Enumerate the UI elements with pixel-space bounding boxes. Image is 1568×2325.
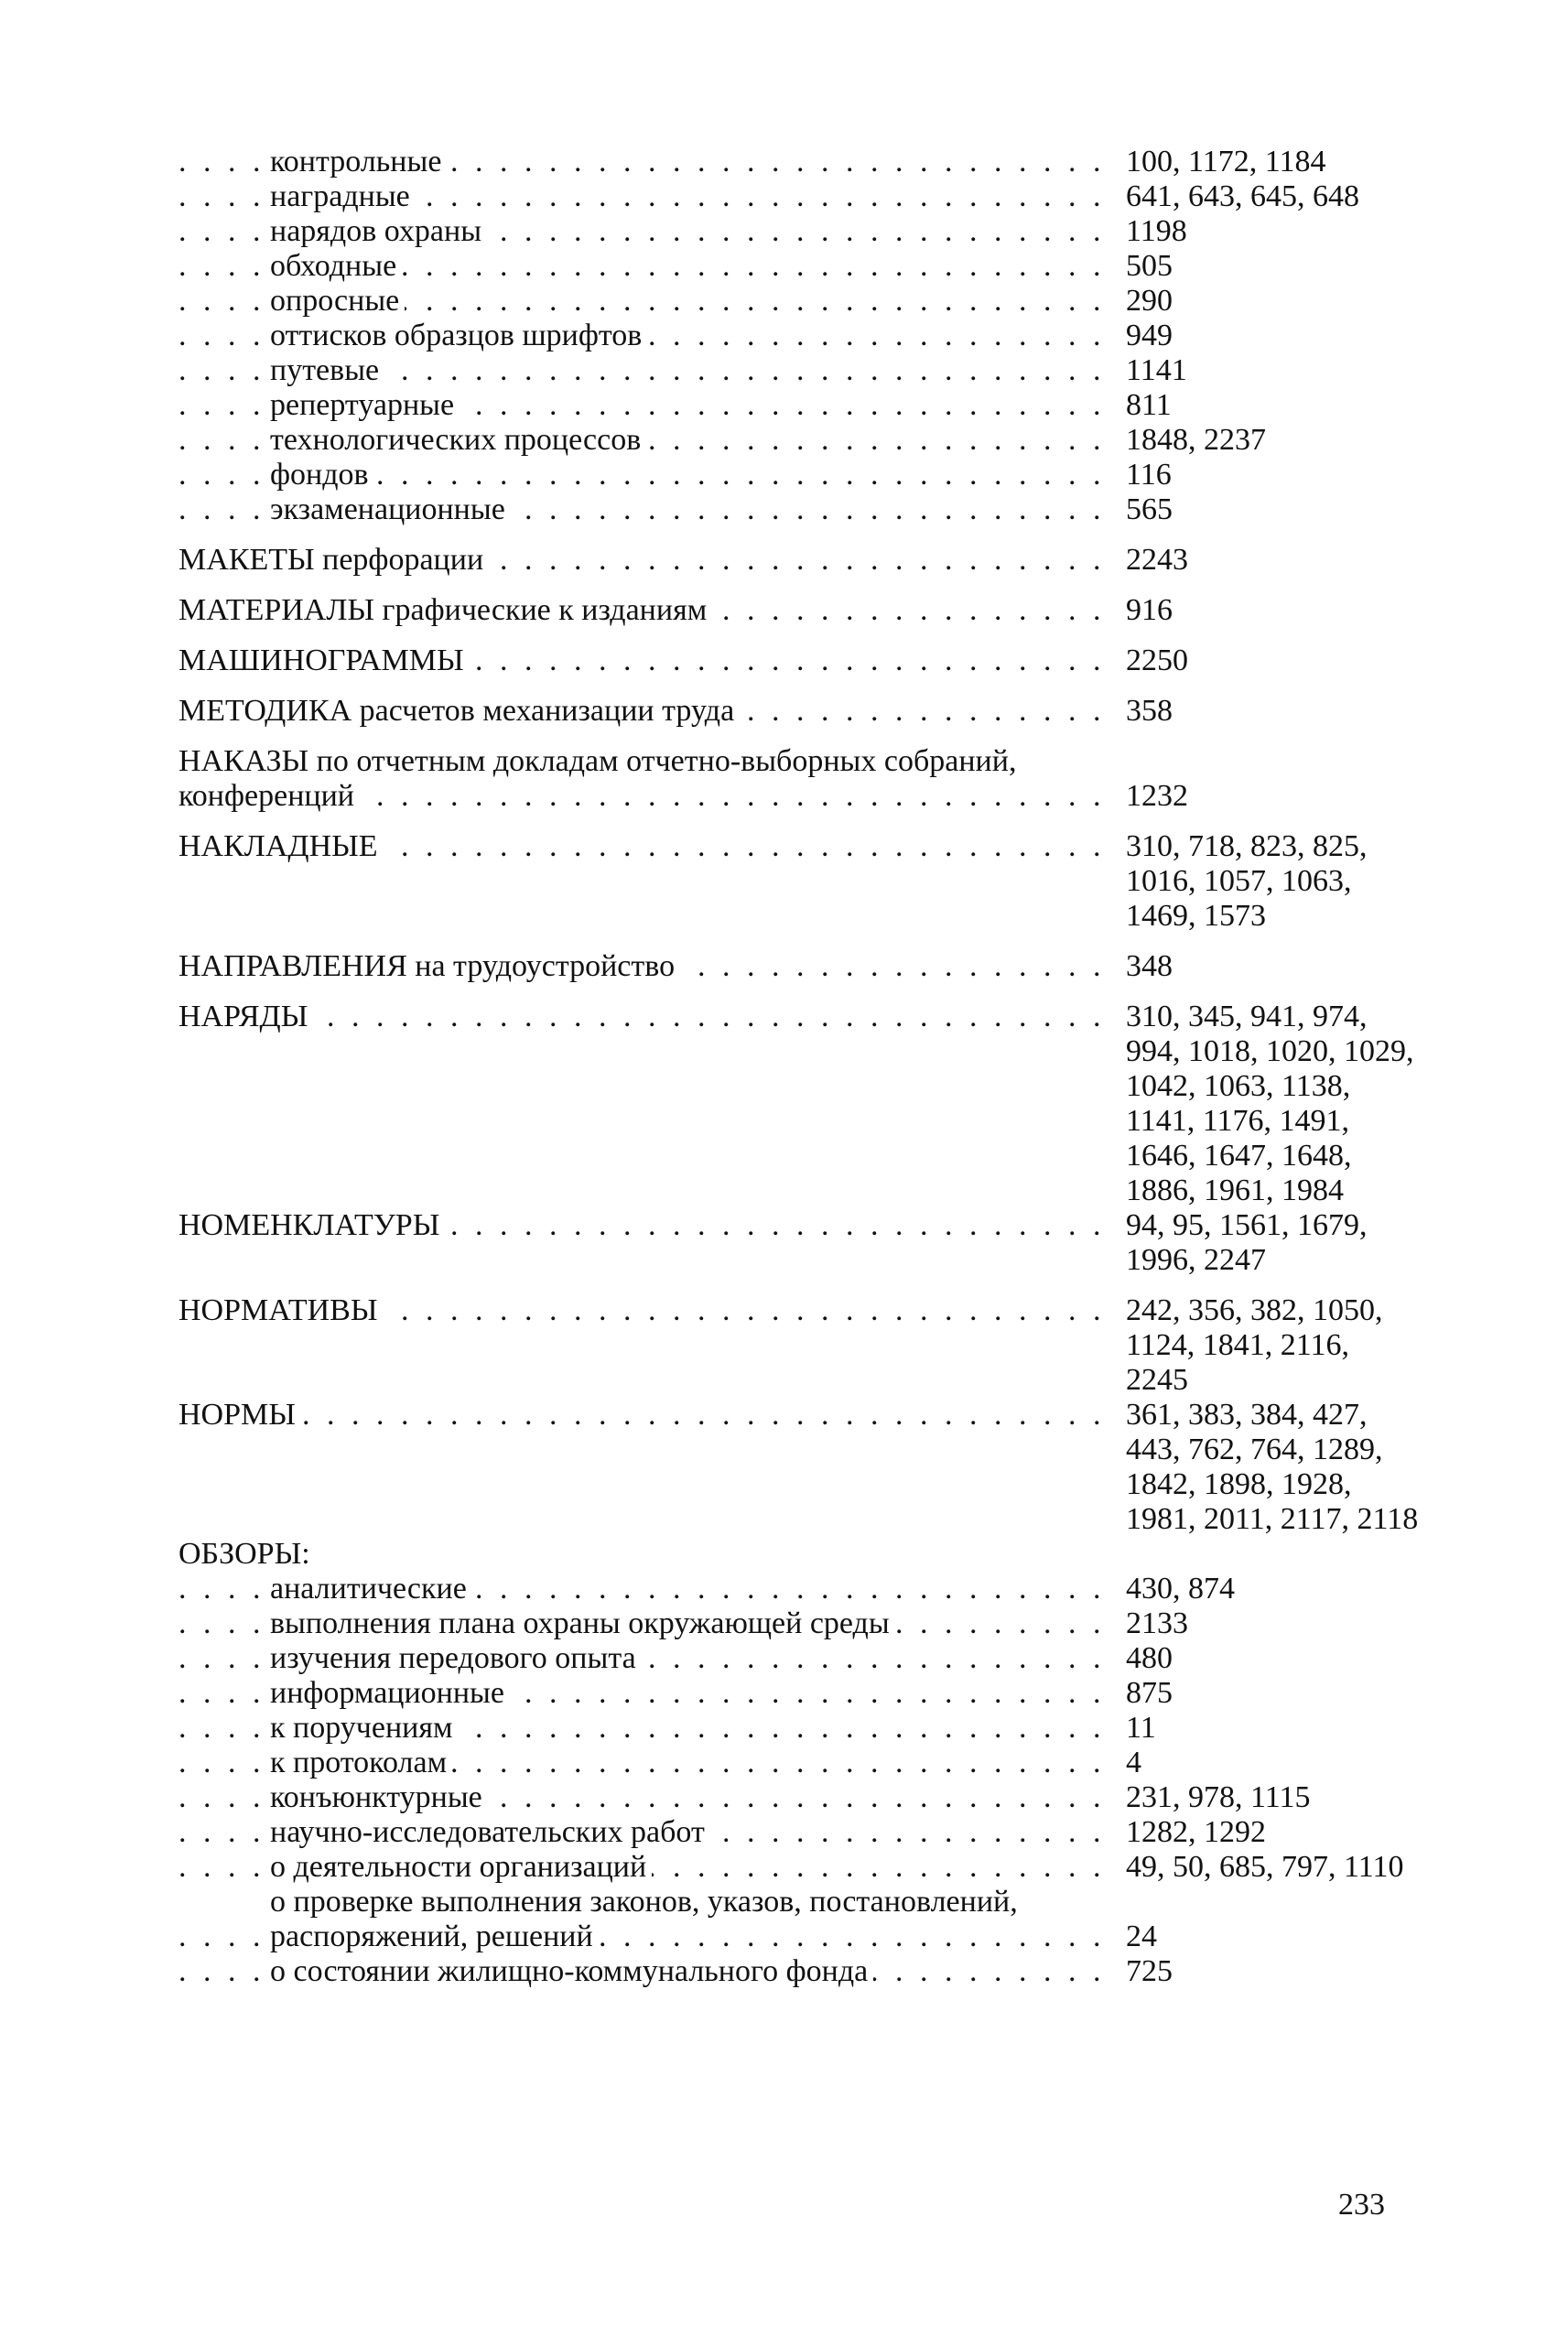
index-pages: 94, 95, 1561, 1679, 1996, 2247 (1126, 1208, 1368, 1277)
index-term: оттисков образцов шрифтов (270, 319, 647, 352)
index-entry-metodika (178, 694, 1414, 729)
index-entry (178, 1850, 1414, 1885)
index-term: фондов (270, 458, 374, 492)
index-pages: 231, 978, 1115 (1126, 1780, 1311, 1814)
index-pages: 361, 383, 384, 427, 443, 762, 764, 1289, 1842, 1898, 1928, 1981, 2011, 2117, 2118 (1126, 1398, 1419, 1536)
index-term: наградные (270, 179, 416, 213)
index-entry-o-sostoyanii (178, 1954, 1414, 1989)
index-pages: 1198 (1126, 214, 1187, 248)
index-term: выполнения плана охраны окружающей среды (270, 1606, 895, 1640)
index-pages: 24 (1126, 1919, 1157, 1953)
index-pages: 310, 345, 941, 974, 994, 1018, 1020, 1029, 1042, 1063, 1138, 1141, 1176, 1491, 1646, 1647, 1648, 1886, 1961, 1984 (1126, 1000, 1414, 1207)
index-term: конъюнктурные (270, 1780, 488, 1814)
index-entry (178, 1676, 1414, 1711)
index-term-continued: распоряжений, решений (270, 1919, 599, 1953)
index-pages: 811 (1126, 388, 1172, 422)
index-pages: 49, 50, 685, 797, 1110 (1126, 1850, 1404, 1884)
index-entry (178, 284, 1414, 319)
index-entry-maketi (178, 543, 1414, 578)
index-pages: 641, 643, 645, 648 (1126, 179, 1359, 213)
index-term: репертуарные (270, 388, 460, 422)
index-entry (178, 1711, 1414, 1746)
index-term: изучения передового опыта (270, 1641, 642, 1675)
index-term: НАКЛАДНЫЕ (178, 829, 384, 863)
index-pages: 2250 (1126, 643, 1188, 677)
index-entry-nomenklaturi (178, 1208, 1414, 1278)
index-entry (178, 1746, 1414, 1780)
index-pages: 875 (1126, 1676, 1173, 1710)
index-term: НОМЕНКЛАТУРЫ (178, 1208, 445, 1242)
index-pages: 1848, 2237 (1126, 423, 1266, 457)
index-pages: 358 (1126, 694, 1173, 728)
index-entry (178, 214, 1414, 249)
index-term: к протоколам (270, 1746, 452, 1779)
index-entry (178, 423, 1414, 458)
index-entry (178, 1815, 1414, 1850)
index-entry-materiali (178, 593, 1414, 628)
index-entry-nakazi (178, 744, 1414, 814)
index-pages: 949 (1126, 319, 1173, 352)
index-term: научно-исследовательских работ (270, 1815, 710, 1849)
index-entry (178, 249, 1414, 284)
index-entry-nakladnie (178, 829, 1414, 934)
index-term: НАРЯДЫ (178, 1000, 313, 1033)
index-pages: 1141 (1126, 353, 1187, 387)
index-pages: 290 (1126, 284, 1173, 318)
index-term: опросные (270, 284, 405, 318)
index-pages: 916 (1126, 593, 1173, 627)
index-term: МЕТОДИКА расчетов механизации труда (178, 694, 740, 728)
index-entry-naryadi (178, 1000, 1414, 1208)
index-term: путевые (270, 353, 384, 387)
index-entry-napravleniya (178, 949, 1414, 984)
index-pages: 480 (1126, 1641, 1173, 1675)
index-term: МАКЕТЫ перфорации (178, 543, 489, 577)
index-pages: 725 (1126, 1954, 1173, 1988)
index-term: нарядов охраны (270, 214, 487, 248)
index-term: о состоянии жилищно-коммунального фонда (270, 1954, 873, 1988)
index-term: НАПРАВЛЕНИЯ на трудоустройство (178, 949, 680, 983)
index-pages: 2243 (1126, 543, 1188, 577)
index-term: НАКАЗЫ по отчетным докладам отчетно-выборных собраний, (178, 744, 1022, 778)
index-term: НОРМАТИВЫ (178, 1293, 383, 1327)
index-entry-normativi (178, 1293, 1414, 1398)
index-term: о проверке выполнения законов, указов, постановлений, (270, 1885, 1023, 1919)
index-pages: 2133 (1126, 1606, 1188, 1640)
index-entry (178, 1572, 1414, 1606)
index-term: контрольные (270, 145, 447, 178)
index-entry (178, 1606, 1414, 1641)
index-pages: 565 (1126, 492, 1173, 526)
index-pages: 348 (1126, 949, 1173, 983)
index-term: аналитические (270, 1572, 472, 1606)
index-term: технологических процессов (270, 423, 646, 457)
index-term: о деятельности организаций (270, 1850, 652, 1884)
index-entry (178, 1641, 1414, 1676)
index-entry-mashinogrammi (178, 643, 1414, 678)
index-pages: 242, 356, 382, 1050, 1124, 1841, 2116, 2245 (1126, 1293, 1383, 1397)
index-entry (178, 388, 1414, 423)
index-entry (178, 1780, 1414, 1815)
index-term-continued: конференций (178, 779, 360, 813)
index-entry (178, 319, 1414, 353)
index-pages: 4 (1126, 1746, 1141, 1779)
page-number: 233 (1338, 2188, 1385, 2222)
index-pages: 11 (1126, 1711, 1156, 1745)
index-entry (178, 145, 1414, 179)
index-term: к поручениям (270, 1711, 459, 1745)
index-pages: 1282, 1292 (1126, 1815, 1266, 1849)
index-entry (178, 179, 1414, 214)
index-pages: 100, 1172, 1184 (1126, 145, 1326, 178)
index-entry (178, 458, 1414, 492)
index-term: МАТЕРИАЛЫ графические к изданиям (178, 593, 712, 627)
index-pages: 505 (1126, 249, 1173, 283)
index-term: ОБЗОРЫ: (178, 1537, 316, 1571)
index-heading-obzori (178, 1537, 1414, 1572)
index-entry-normi (178, 1398, 1419, 1537)
index-term: экзаменационные (270, 492, 511, 526)
index-pages: 310, 718, 823, 825, 1016, 1057, 1063, 1469, 1573 (1126, 829, 1368, 933)
index-term: НОРМЫ (178, 1398, 301, 1432)
index-term: МАШИНОГРАММЫ (178, 643, 470, 677)
index-entry (178, 492, 1414, 527)
index-pages: 116 (1126, 458, 1172, 492)
index-pages: 430, 874 (1126, 1572, 1235, 1606)
index-entry-o-proverke (178, 1885, 1414, 1954)
subject-index (178, 145, 1419, 1989)
index-entry (178, 353, 1414, 388)
index-pages: 1232 (1126, 779, 1188, 813)
index-term: обходные (270, 249, 402, 283)
index-term: информационные (270, 1676, 510, 1710)
